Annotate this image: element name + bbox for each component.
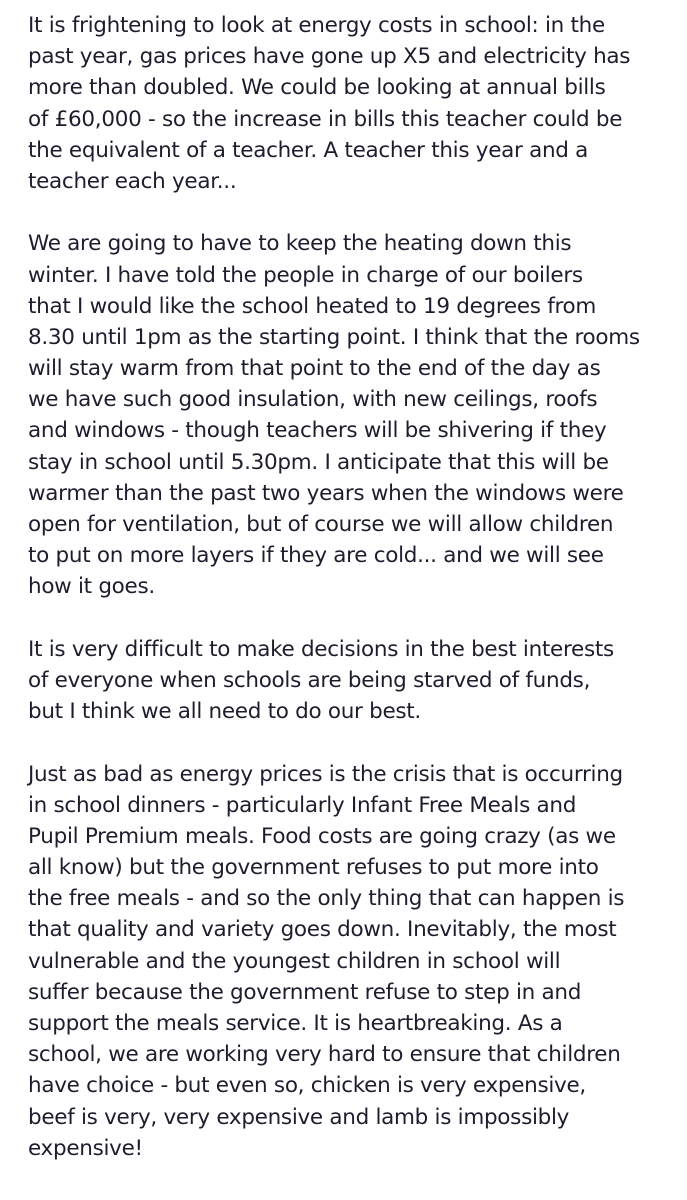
text-line: expensive! bbox=[28, 1135, 143, 1161]
text-line: open for ventilation, but of course we will allow children bbox=[28, 512, 614, 537]
text-line: past year, gas prices have gone up X5 and electricity has bbox=[28, 44, 631, 70]
text-line: 8.30 until 1pm as the starting point. I think that the rooms bbox=[28, 324, 640, 350]
paragraph-spacer bbox=[28, 603, 678, 634]
document-body bbox=[28, 10, 678, 1164]
text-line: have choice - but even so, chicken is very expensive, bbox=[28, 1073, 586, 1099]
paragraph-heating bbox=[28, 228, 678, 602]
text-line: and windows - though teachers will be shivering if they bbox=[28, 418, 607, 444]
text-line: support the meals service. It is heartbreaking. As a bbox=[28, 1011, 563, 1036]
text-line: the free meals - and so the only thing that can happen is bbox=[28, 886, 625, 912]
text-line: of £60,000 - so the increase in bills this teacher could be bbox=[28, 106, 623, 132]
text-line: stay in school until 5.30pm. I anticipate that this will be bbox=[28, 449, 609, 475]
paragraph-school-dinners bbox=[28, 759, 678, 1164]
paragraph-funding bbox=[28, 634, 678, 728]
text-line: we have such good insulation, with new ceilings, roofs bbox=[28, 387, 598, 413]
text-line: but I think we all need to do our best. bbox=[28, 699, 421, 725]
text-line: winter. I have told the people in charge of our boilers bbox=[28, 262, 583, 288]
text-line: how it goes. bbox=[28, 574, 155, 600]
text-line: vulnerable and the youngest children in school will bbox=[28, 948, 561, 974]
text-line: Just as bad as energy prices is the crisis that is occurring bbox=[28, 761, 623, 787]
text-line: suffer because the government refuse to step in and bbox=[28, 979, 582, 1005]
text-line: We are going to have to keep the heating down this bbox=[28, 231, 572, 257]
text-line: It is frightening to look at energy costs in school: in the bbox=[28, 13, 605, 38]
text-line: school, we are working very hard to ensure that children bbox=[28, 1042, 621, 1068]
text-line: that I would like the school heated to 19 degrees from bbox=[28, 293, 597, 319]
paragraph-spacer bbox=[28, 727, 678, 758]
paragraph-energy-costs bbox=[28, 10, 678, 197]
text-line: teacher each year... bbox=[28, 168, 237, 194]
paragraph-spacer bbox=[28, 197, 678, 228]
text-line: that quality and variety goes down. Inevitably, the most bbox=[28, 917, 617, 943]
text-line: will stay warm from that point to the end of the day as bbox=[28, 356, 601, 382]
text-line: the equivalent of a teacher. A teacher this year and a bbox=[28, 137, 589, 163]
text-line: beef is very, very expensive and lamb is impossibly bbox=[28, 1104, 570, 1130]
text-line: of everyone when schools are being starved of funds, bbox=[28, 667, 591, 693]
text-line: to put on more layers if they are cold... and we will see bbox=[28, 543, 604, 569]
text-line: It is very difficult to make decisions in the best interests bbox=[28, 636, 614, 662]
text-line: all know) but the government refuses to put more into bbox=[28, 855, 599, 881]
text-line: more than doubled. We could be looking at annual bills bbox=[28, 75, 606, 101]
text-line: warmer than the past two years when the windows were bbox=[28, 480, 624, 506]
text-line: Pupil Premium meals. Food costs are going crazy (as we bbox=[28, 823, 616, 849]
text-line: in school dinners - particularly Infant Free Meals and bbox=[28, 792, 577, 818]
